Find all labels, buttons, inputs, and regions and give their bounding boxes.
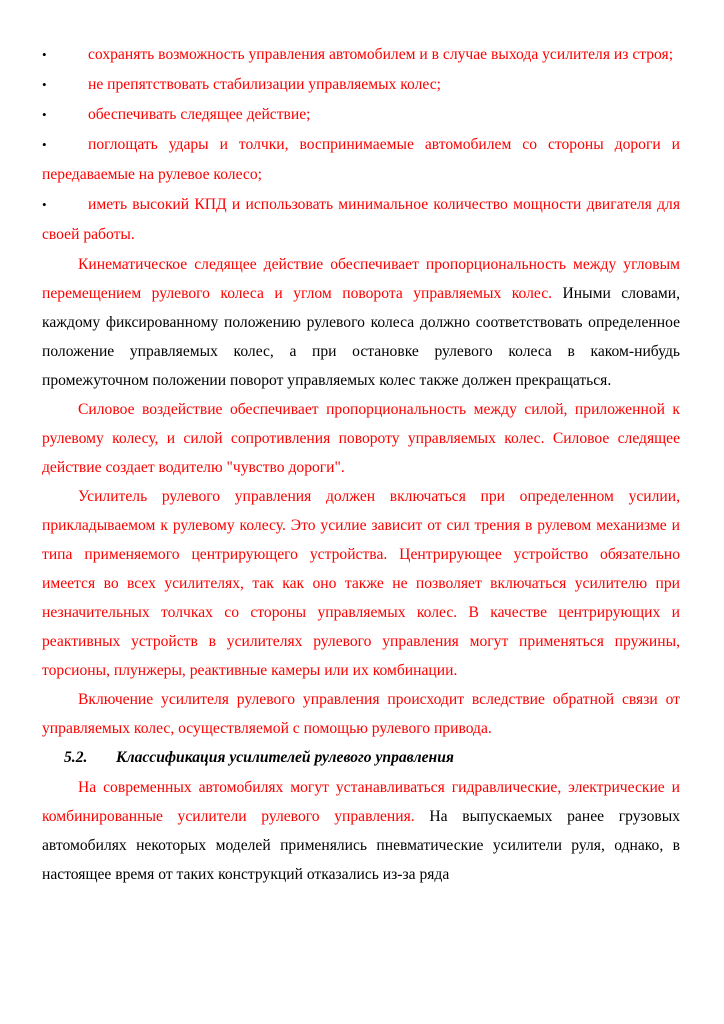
- list-item: [42, 100, 680, 130]
- list-item: [42, 70, 680, 100]
- section-title: Классификация усилителей рулевого управления: [116, 749, 454, 766]
- list-item-text: иметь высокий КПД и использовать минимальное количество мощности двигателя для своей работы.: [42, 196, 680, 243]
- bullet-marker: •: [42, 197, 47, 212]
- bullet-marker: •: [42, 77, 47, 92]
- bullet-marker: •: [42, 107, 47, 122]
- paragraph-kinematic: [42, 250, 680, 395]
- list-item: [42, 130, 680, 190]
- paragraph-classification: [42, 773, 680, 889]
- document-body: [42, 40, 680, 889]
- paragraph-red-text: Кинематическое следящее действие обеспечивает пропорциональность между угловым перемещением рулевого колеса и углом поворота управляемых колес.: [42, 256, 680, 302]
- list-item-text: обеспечивать следящее действие;: [88, 106, 311, 123]
- list-item-text: сохранять возможность управления автомобилем и в случае выхода усилителя из строя;: [88, 46, 674, 63]
- paragraph-black-text: На выпускаемых ранее грузовых автомобилях некоторых моделей применялись пневматические усилители руля, однако, в настоящее время от таких конструкций отказались из-за ряда: [42, 808, 680, 883]
- section-number: 5.2.: [64, 749, 88, 766]
- paragraph-booster: Усилитель рулевого управления должен включаться при определенном усилии, прикладываемом к рулевому колесу. Это усилие зависит от сил трения в рулевом механизме и типа применяемого центрирующего устройства. Центрирующее устройство обязательно имеется во всех усилителях, так как оно также не позволяет включаться усилителю при незначительных толчках со стороны управляемых колес. В качестве центрирующих и реактивных устройств в усилителях рулевого управления могут применяться пружины, торсионы, плунжеры, реактивные камеры или их комбинации.: [42, 488, 680, 679]
- paragraph-force: Силовое воздействие обеспечивает пропорциональность между силой, приложенной к рулевому колесу, и силой сопротивления повороту управляемых колес. Силовое следящее действие создает водителю "чувство дороги".: [42, 401, 680, 476]
- paragraph-black-text: Иными словами, каждому фиксированному положению рулевого колеса должно соответствовать определенное положение управляемых колес, а при остановке рулевого колеса в каком-нибудь промежуточном положении поворот управляемых колес также должен прекращаться.: [42, 285, 680, 389]
- list-item: [42, 190, 680, 250]
- section-heading: [42, 743, 680, 773]
- list-item: [42, 40, 680, 70]
- bullet-marker: •: [42, 47, 47, 62]
- paragraph-activation: Включение усилителя рулевого управления происходит вследствие обратной связи от управляемых колес, осуществляемой с помощью рулевого привода.: [42, 691, 680, 737]
- paragraph-red-text: На современных автомобилях могут устанавливаться гидравлические, электрические и комбинированные усилители рулевого управления.: [42, 779, 680, 825]
- list-item-text: поглощать удары и толчки, воспринимаемые автомобилем со стороны дороги и передаваемые на рулевое колесо;: [42, 136, 680, 183]
- list-item-text: не препятствовать стабилизации управляемых колес;: [88, 76, 441, 93]
- bullet-marker: •: [42, 137, 47, 152]
